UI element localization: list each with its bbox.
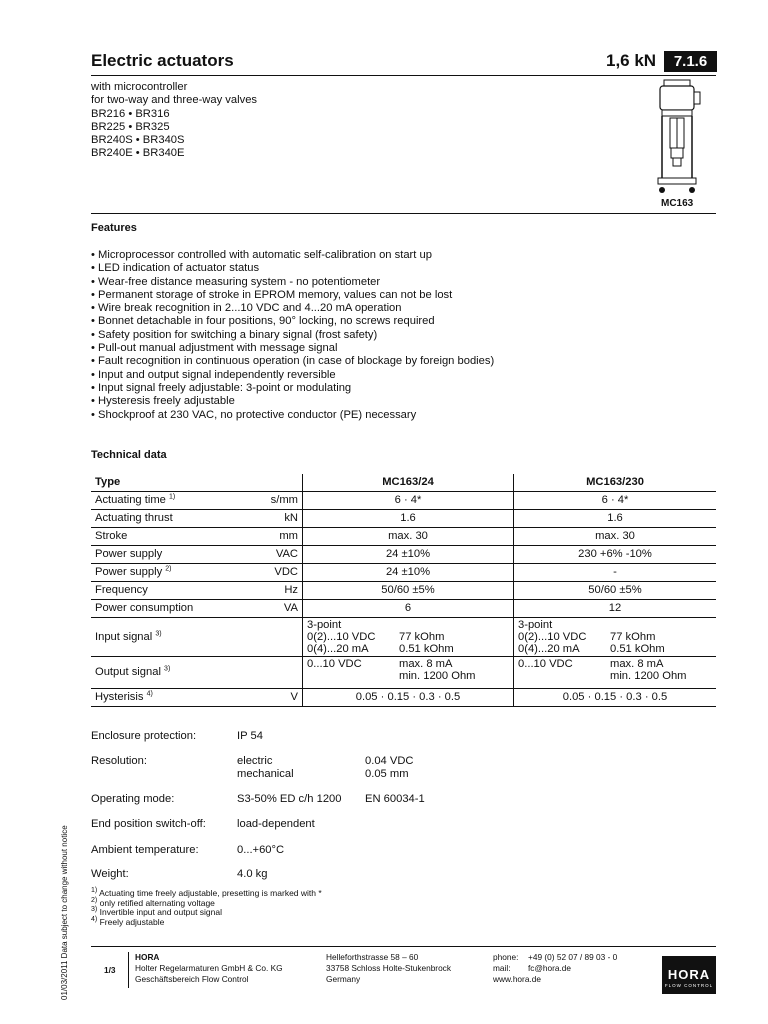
input-signal-col2: 3-point 0(2)...10 VDC 77 kOhm 0(4)...20 mA 0.51 kOhm [514,618,717,657]
feature-item: • Hysteresis freely adjustable [91,395,494,408]
features-heading: Features [91,222,137,234]
feature-item: • Safety position for switching a binary signal (frost safety) [91,329,494,342]
footnote-mark: 3) [91,906,98,914]
model-label: MC163 [661,198,694,209]
table-row [91,492,716,510]
section-rule [91,213,716,214]
email-link[interactable]: fc@hora.de [528,963,572,973]
row-label: Stroke [91,528,249,546]
footnote-text: only retified alternating voltage [99,897,215,908]
contact-values [528,952,617,974]
row-label: Power supply [91,546,249,564]
page-number: 1/3 [104,965,116,975]
spec-value: 0...+60°C [237,844,285,856]
address-line: Germany [326,974,361,984]
table-row-input-signal [91,618,716,657]
row-unit: Hz [249,582,303,600]
spec-value: 4.0 kg [237,868,268,880]
spec-label: Weight: [91,868,129,880]
page-title: Electric actuators [91,51,234,70]
row-value-1: 50/60 ±5% [303,582,514,600]
row-unit: VA [249,600,303,618]
row-unit: V [249,689,303,707]
contact-labels [493,952,518,974]
intro-line: BR240S • BR340S [91,134,185,147]
row-value-1: 6 · 4* [303,492,514,510]
row-value-2: 230 +6% -10% [514,546,717,564]
row-value-2: max. 30 [514,528,717,546]
footnote-text: Freely adjustable [99,916,165,927]
row-unit: kN [249,510,303,528]
footer-rule [91,946,716,947]
input-signal-col1: 3-point 0(2)...10 VDC 77 kOhm 0(4)...20 mA 0.51 kOhm [303,618,514,657]
spec-norm: EN 60034-1 [365,793,425,805]
row-value-2: 12 [514,600,717,618]
row-unit: s/mm [249,492,303,510]
company-line: Holter Regelarmaturen GmbH & Co. KG [135,963,283,973]
company-name: HORA [135,952,160,962]
intro-line: BR216 • BR316 [91,107,170,120]
table-row [91,510,716,528]
spec-label: Ambient temperature: [91,844,199,856]
footnote-mark: 4) [91,915,98,923]
table-row [91,528,716,546]
feature-item: • Shockproof at 230 VAC, no protective conductor (PE) necessary [91,409,494,422]
table-row [91,600,716,618]
col1-header: MC163/24 [303,474,514,492]
company-line: Geschäftsbereich Flow Control [135,974,249,984]
feature-item: • Wear-free distance measuring system - no potentiometer [91,276,494,289]
row-label: Actuating thrust [91,510,249,528]
footnote-ref: 4) [146,690,153,698]
intro-block [91,81,257,161]
row-label: Power consumption [91,600,249,618]
row-value-2: 0.05 · 0.15 · 0.3 · 0.5 [514,689,717,707]
row-value-1: max. 30 [303,528,514,546]
spec-label: Operating mode: [91,793,175,805]
row-value-1: 1.6 [303,510,514,528]
header-rule [91,75,716,76]
website-link[interactable]: www.hora.de [493,974,541,984]
spec-sub: electric [237,755,273,767]
feature-item: • Pull-out manual adjustment with message signal [91,342,494,355]
spec-value: IP 54 [237,730,263,742]
feature-item: • Wire break recognition in 2...10 VDC and 4...20 mA operation [91,302,494,315]
table-row [91,546,716,564]
spec-label: End position switch-off: [91,818,206,830]
footnote-text: Actuating time freely adjustable, presetting is marked with * [99,888,322,898]
footnote-ref: 1) [169,493,176,501]
section-badge: 7.1.6 [664,51,717,72]
footnote-ref: 3) [155,629,162,637]
spec-label: Resolution: [91,755,147,767]
spec-label: Enclosure protection: [91,730,197,742]
row-label: Output signal [95,666,161,678]
table-row [91,689,716,707]
output-signal-col2: 0...10 VDC max. 8 mA min. 1200 Ohm [514,657,717,689]
spec-value: 0.04 VDC [365,755,414,767]
footnote-ref: 3) [164,665,171,673]
intro-line: BR240E • BR340E [91,147,185,160]
unit-header [249,474,303,492]
address-line: 33758 Schloss Holte-Stukenbrock [326,963,451,973]
footnotes [91,889,322,927]
row-value-2: 1.6 [514,510,717,528]
col2-header: MC163/230 [514,474,717,492]
feature-item: • Microprocessor controlled with automatic self-calibration on start up [91,249,494,262]
logo-tagline: FLOW CONTROL [664,983,714,988]
table-row [91,582,716,600]
row-value-1: 24 ±10% [303,564,514,582]
table-row [91,564,716,582]
row-unit: VAC [249,546,303,564]
type-header: Type [91,474,249,492]
spec-value: load-dependent [237,818,315,830]
spec-value: 0.05 mm [365,768,409,780]
intro-line: for two-way and three-way valves [91,94,258,107]
address-block [326,952,451,985]
footer-divider [128,952,129,988]
technical-table [91,474,716,707]
feature-item: • Input signal freely adjustable: 3-point or modulating [91,382,494,395]
row-value-2: 50/60 ±5% [514,582,717,600]
row-value-1: 24 ±10% [303,546,514,564]
feature-item: • LED indication of actuator status [91,262,494,275]
row-value-2: - [514,564,717,582]
contact-label: phone: [493,952,519,962]
logo-text: HORA [667,967,711,982]
spec-sub: mechanical [237,768,294,780]
row-label: Power supply [95,566,163,578]
actuator-drawing [640,78,718,196]
row-label: Input signal [95,630,153,643]
row-label: Hysterisis [95,691,144,703]
feature-item: • Fault recognition in continuous operation (in case of blockage by foreign bodies) [91,355,494,368]
feature-item: • Input and output signal independently reversible [91,369,494,382]
row-value-2: 6 · 4* [514,492,717,510]
output-signal-col1: 0...10 VDC max. 8 mA min. 1200 Ohm [303,657,514,689]
table-row-output-signal [91,657,716,689]
technical-heading: Technical data [91,449,167,461]
hora-logo [662,956,716,994]
footnote-mark: 1) [91,887,98,895]
phone-number: +49 (0) 52 07 / 89 03 - 0 [528,952,618,962]
row-label: Frequency [91,582,249,600]
address-line: Helleforthstrasse 58 – 60 [326,952,419,962]
row-value-1: 6 [303,600,514,618]
intro-line: BR225 • BR325 [91,120,170,133]
side-note: 01/03/2011 Data subject to change without notice [60,825,69,1000]
features-list [91,249,494,422]
footnote-text: Invertible input and output signal [99,907,223,917]
footnote-ref: 2) [165,565,172,573]
feature-item: • Permanent storage of stroke in EPROM memory, values can not be lost [91,289,494,302]
footnote-mark: 2) [91,896,98,904]
row-label: Actuating time [95,494,166,506]
intro-line: with microcontroller [91,81,188,93]
table-header-row [91,474,716,492]
spec-value: S3-50% ED c/h 1200 [237,793,342,805]
force-rating: 1,6 kN [606,51,657,70]
row-unit: VDC [249,564,303,582]
row-value-1: 0.05 · 0.15 · 0.3 · 0.5 [303,689,514,707]
company-block [135,952,283,985]
feature-item: • Bonnet detachable in four positions, 90° locking, no screws required [91,315,494,328]
contact-label: mail: [493,963,511,973]
row-unit: mm [249,528,303,546]
